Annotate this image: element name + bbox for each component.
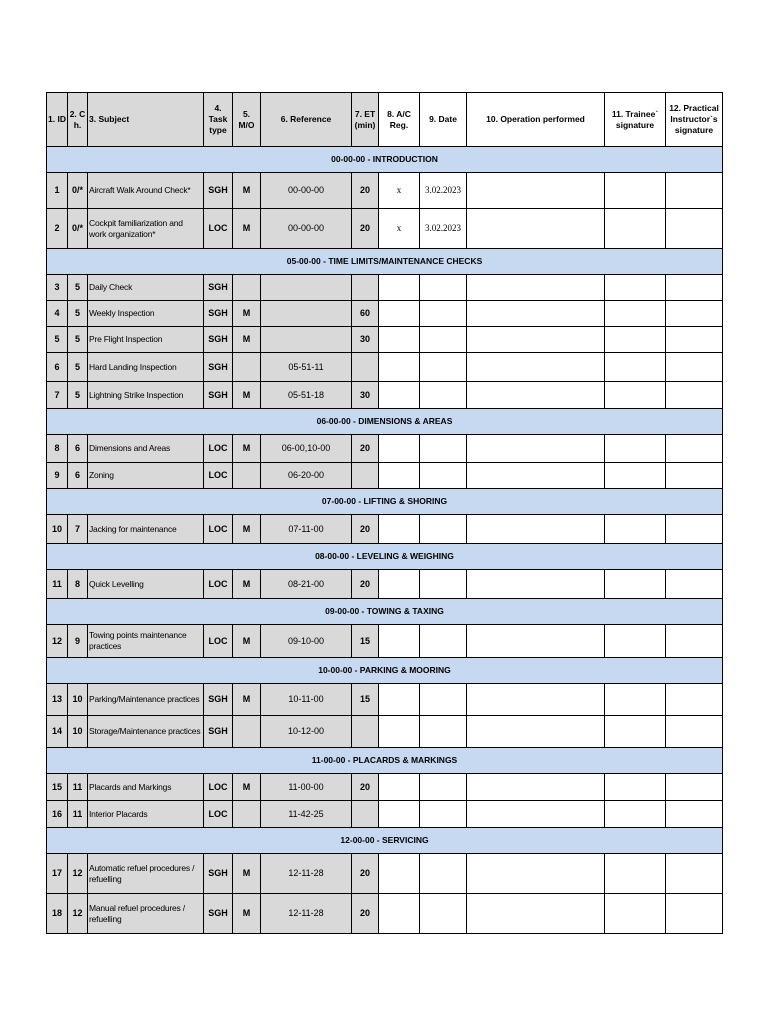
task-date — [420, 801, 467, 828]
task-trainee-signature[interactable] — [605, 209, 666, 249]
task-reference: 00-00-00 — [261, 173, 352, 209]
task-date — [420, 275, 467, 301]
task-trainee-signature[interactable] — [605, 353, 666, 382]
task-id: 16 — [47, 801, 68, 828]
task-mo: M — [233, 854, 261, 894]
table-row — [47, 209, 723, 249]
task-date — [420, 515, 467, 544]
section-header — [47, 489, 723, 515]
task-id: 10 — [47, 515, 68, 544]
task-type: LOC — [204, 801, 233, 828]
task-ac-reg — [379, 716, 420, 748]
task-date — [420, 353, 467, 382]
task-et: 15 — [352, 684, 379, 716]
task-ac-reg — [379, 301, 420, 327]
task-ac-reg — [379, 684, 420, 716]
table-row — [47, 625, 723, 658]
task-chapter: 5 — [68, 327, 88, 353]
task-operation[interactable] — [467, 716, 605, 748]
task-date — [420, 854, 467, 894]
task-subject: Automatic refuel procedures / refuelling — [88, 854, 204, 894]
header-reference: 6. Reference — [261, 93, 352, 147]
task-id: 3 — [47, 275, 68, 301]
task-mo: M — [233, 209, 261, 249]
task-instructor-signature[interactable] — [666, 894, 723, 934]
task-id: 4 — [47, 301, 68, 327]
task-subject: Dimensions and Areas — [88, 435, 204, 463]
task-instructor-signature[interactable] — [666, 327, 723, 353]
task-ac-reg: x — [379, 209, 420, 249]
task-trainee-signature[interactable] — [605, 327, 666, 353]
task-id: 8 — [47, 435, 68, 463]
task-et: 20 — [352, 209, 379, 249]
task-id: 17 — [47, 854, 68, 894]
task-id: 11 — [47, 570, 68, 599]
task-mo: M — [233, 515, 261, 544]
task-reference: 08-21-00 — [261, 570, 352, 599]
task-instructor-signature[interactable] — [666, 435, 723, 463]
task-subject: Hard Landing Inspection — [88, 353, 204, 382]
section-header — [47, 409, 723, 435]
task-instructor-signature[interactable] — [666, 716, 723, 748]
task-type: SGH — [204, 684, 233, 716]
table-row — [47, 382, 723, 409]
task-chapter: 9 — [68, 625, 88, 658]
table-row — [47, 684, 723, 716]
task-id: 14 — [47, 716, 68, 748]
task-instructor-signature[interactable] — [666, 625, 723, 658]
header-ac-reg: 8. A/C Reg. — [379, 93, 420, 147]
task-subject: Aircraft Walk Around Check* — [88, 173, 204, 209]
task-mo — [233, 801, 261, 828]
task-date: 3.02.2023 — [420, 173, 467, 209]
task-ac-reg — [379, 515, 420, 544]
section-header — [47, 748, 723, 774]
task-date — [420, 301, 467, 327]
task-mo: M — [233, 894, 261, 934]
header-task-type: 4. Task type — [204, 93, 233, 147]
task-type: SGH — [204, 894, 233, 934]
task-reference: 05-51-18 — [261, 382, 352, 409]
task-instructor-signature[interactable] — [666, 353, 723, 382]
task-operation[interactable] — [467, 353, 605, 382]
task-reference: 12-11-28 — [261, 894, 352, 934]
task-et — [352, 463, 379, 489]
task-mo — [233, 716, 261, 748]
task-mo — [233, 353, 261, 382]
task-type: SGH — [204, 327, 233, 353]
task-et: 20 — [352, 515, 379, 544]
task-et — [352, 275, 379, 301]
task-instructor-signature[interactable] — [666, 209, 723, 249]
task-et: 60 — [352, 301, 379, 327]
section-header — [47, 147, 723, 173]
task-ac-reg — [379, 894, 420, 934]
task-operation[interactable] — [467, 301, 605, 327]
task-id: 12 — [47, 625, 68, 658]
task-trainee-signature[interactable] — [605, 515, 666, 544]
section-title: 10-00-00 - PARKING & MOORING — [47, 658, 723, 684]
task-mo: M — [233, 382, 261, 409]
header-trainee-signature: 11. Trainee` signature — [605, 93, 666, 147]
task-trainee-signature[interactable] — [605, 570, 666, 599]
task-type: SGH — [204, 353, 233, 382]
task-date — [420, 716, 467, 748]
header-chapter: 2. C h. — [68, 93, 88, 147]
task-trainee-signature[interactable] — [605, 774, 666, 801]
task-date — [420, 625, 467, 658]
task-id: 2 — [47, 209, 68, 249]
task-type: SGH — [204, 854, 233, 894]
section-header — [47, 599, 723, 625]
task-chapter: 6 — [68, 463, 88, 489]
task-reference: 07-11-00 — [261, 515, 352, 544]
section-header — [47, 249, 723, 275]
task-mo: M — [233, 774, 261, 801]
task-chapter: 12 — [68, 854, 88, 894]
task-mo: M — [233, 684, 261, 716]
table-row — [47, 173, 723, 209]
task-instructor-signature[interactable] — [666, 801, 723, 828]
task-id: 7 — [47, 382, 68, 409]
task-subject: Interior Placards — [88, 801, 204, 828]
task-chapter: 10 — [68, 684, 88, 716]
table-row — [47, 894, 723, 934]
task-chapter: 5 — [68, 301, 88, 327]
header-mo: 5. M/O — [233, 93, 261, 147]
task-mo: M — [233, 435, 261, 463]
task-instructor-signature[interactable] — [666, 382, 723, 409]
task-trainee-signature[interactable] — [605, 275, 666, 301]
section-title: 08-00-00 - LEVELING & WEIGHING — [47, 544, 723, 570]
task-ac-reg — [379, 625, 420, 658]
task-mo — [233, 463, 261, 489]
task-chapter: 5 — [68, 353, 88, 382]
task-type: LOC — [204, 209, 233, 249]
task-chapter: 10 — [68, 716, 88, 748]
task-chapter: 12 — [68, 894, 88, 934]
task-type: LOC — [204, 515, 233, 544]
task-date — [420, 684, 467, 716]
task-trainee-signature[interactable] — [605, 463, 666, 489]
task-subject: Storage/Maintenance practices — [88, 716, 204, 748]
task-ac-reg — [379, 382, 420, 409]
task-mo: M — [233, 301, 261, 327]
task-subject: Parking/Maintenance practices — [88, 684, 204, 716]
table-row — [47, 570, 723, 599]
section-header — [47, 828, 723, 854]
task-type: LOC — [204, 625, 233, 658]
task-trainee-signature[interactable] — [605, 894, 666, 934]
task-operation[interactable] — [467, 515, 605, 544]
task-reference: 11-00-00 — [261, 774, 352, 801]
task-operation[interactable] — [467, 173, 605, 209]
task-date — [420, 570, 467, 599]
task-id: 18 — [47, 894, 68, 934]
task-chapter: 6 — [68, 435, 88, 463]
table-row — [47, 515, 723, 544]
task-type: LOC — [204, 570, 233, 599]
section-title: 05-00-00 - TIME LIMITS/MAINTENANCE CHECKS — [47, 249, 723, 275]
section-header — [47, 544, 723, 570]
task-trainee-signature[interactable] — [605, 716, 666, 748]
task-ac-reg — [379, 327, 420, 353]
table-body — [47, 147, 723, 934]
table-row — [47, 353, 723, 382]
section-title: 09-00-00 - TOWING & TAXING — [47, 599, 723, 625]
task-id: 1 — [47, 173, 68, 209]
task-mo: M — [233, 173, 261, 209]
task-subject: Daily Check — [88, 275, 204, 301]
task-trainee-signature[interactable] — [605, 625, 666, 658]
task-id: 6 — [47, 353, 68, 382]
task-operation[interactable] — [467, 854, 605, 894]
task-type: SGH — [204, 716, 233, 748]
task-subject: Jacking for maintenance — [88, 515, 204, 544]
task-instructor-signature[interactable] — [666, 301, 723, 327]
task-et: 15 — [352, 625, 379, 658]
task-date — [420, 463, 467, 489]
task-operation[interactable] — [467, 570, 605, 599]
task-chapter: 5 — [68, 382, 88, 409]
task-subject: Quick Levelling — [88, 570, 204, 599]
task-chapter: 11 — [68, 801, 88, 828]
task-mo: M — [233, 625, 261, 658]
task-ac-reg — [379, 435, 420, 463]
task-reference: 00-00-00 — [261, 209, 352, 249]
task-operation[interactable] — [467, 327, 605, 353]
header-id: 1. ID — [47, 93, 68, 147]
task-reference: 10-12-00 — [261, 716, 352, 748]
table-row — [47, 275, 723, 301]
task-type: LOC — [204, 463, 233, 489]
task-id: 15 — [47, 774, 68, 801]
task-trainee-signature[interactable] — [605, 173, 666, 209]
table-row — [47, 301, 723, 327]
task-reference: 11-42-25 — [261, 801, 352, 828]
task-reference: 10-11-00 — [261, 684, 352, 716]
task-mo: M — [233, 570, 261, 599]
task-operation[interactable] — [467, 382, 605, 409]
task-operation[interactable] — [467, 894, 605, 934]
task-date — [420, 327, 467, 353]
task-subject: Pre Flight Inspection — [88, 327, 204, 353]
table-row — [47, 774, 723, 801]
task-type: SGH — [204, 275, 233, 301]
section-title: 12-00-00 - SERVICING — [47, 828, 723, 854]
task-id: 5 — [47, 327, 68, 353]
task-ac-reg — [379, 463, 420, 489]
task-et: 20 — [352, 435, 379, 463]
table-row — [47, 435, 723, 463]
task-mo — [233, 275, 261, 301]
task-ac-reg — [379, 570, 420, 599]
task-date: 3.02.2023 — [420, 209, 467, 249]
task-reference: 09-10-00 — [261, 625, 352, 658]
task-type: SGH — [204, 382, 233, 409]
task-instructor-signature[interactable] — [666, 173, 723, 209]
task-trainee-signature[interactable] — [605, 684, 666, 716]
task-type: LOC — [204, 774, 233, 801]
task-trainee-signature[interactable] — [605, 301, 666, 327]
task-operation[interactable] — [467, 463, 605, 489]
task-chapter: 5 — [68, 275, 88, 301]
task-ac-reg — [379, 353, 420, 382]
task-chapter: 0/* — [68, 173, 88, 209]
table-row — [47, 801, 723, 828]
section-title: 00-00-00 - INTRODUCTION — [47, 147, 723, 173]
header-date: 9. Date — [420, 93, 467, 147]
task-id: 13 — [47, 684, 68, 716]
header-et: 7. ET (min) — [352, 93, 379, 147]
table-row — [47, 854, 723, 894]
task-instructor-signature[interactable] — [666, 275, 723, 301]
task-subject: Towing points maintenance practices — [88, 625, 204, 658]
task-instructor-signature[interactable] — [666, 570, 723, 599]
task-type: SGH — [204, 173, 233, 209]
task-instructor-signature[interactable] — [666, 463, 723, 489]
header-subject: 3. Subject — [88, 93, 204, 147]
task-et: 20 — [352, 854, 379, 894]
task-trainee-signature[interactable] — [605, 435, 666, 463]
table-row — [47, 716, 723, 748]
task-chapter: 7 — [68, 515, 88, 544]
section-title: 06-00-00 - DIMENSIONS & AREAS — [47, 409, 723, 435]
task-reference: 12-11-28 — [261, 854, 352, 894]
task-et: 20 — [352, 774, 379, 801]
task-subject: Lightning Strike Inspection — [88, 382, 204, 409]
task-operation[interactable] — [467, 625, 605, 658]
task-reference — [261, 301, 352, 327]
task-et: 20 — [352, 173, 379, 209]
task-operation[interactable] — [467, 774, 605, 801]
task-reference — [261, 327, 352, 353]
task-subject: Weekly Inspection — [88, 301, 204, 327]
section-title: 07-00-00 - LIFTING & SHORING — [47, 489, 723, 515]
task-type: LOC — [204, 435, 233, 463]
task-et: 20 — [352, 570, 379, 599]
task-id: 9 — [47, 463, 68, 489]
task-instructor-signature[interactable] — [666, 684, 723, 716]
task-ac-reg — [379, 275, 420, 301]
header-operation: 10. Operation performed — [467, 93, 605, 147]
task-et: 20 — [352, 894, 379, 934]
section-header — [47, 658, 723, 684]
task-reference: 06-20-00 — [261, 463, 352, 489]
task-mo: M — [233, 327, 261, 353]
task-subject: Manual refuel procedures / refuelling — [88, 894, 204, 934]
task-instructor-signature[interactable] — [666, 854, 723, 894]
task-operation[interactable] — [467, 801, 605, 828]
task-et: 30 — [352, 327, 379, 353]
task-operation[interactable] — [467, 275, 605, 301]
task-date — [420, 435, 467, 463]
task-instructor-signature[interactable] — [666, 774, 723, 801]
task-trainee-signature[interactable] — [605, 382, 666, 409]
section-title: 11-00-00 - PLACARDS & MARKINGS — [47, 748, 723, 774]
task-chapter: 8 — [68, 570, 88, 599]
task-ac-reg: x — [379, 173, 420, 209]
task-operation[interactable] — [467, 684, 605, 716]
training-task-table — [46, 92, 723, 934]
task-reference — [261, 275, 352, 301]
task-type: SGH — [204, 301, 233, 327]
table-row — [47, 327, 723, 353]
task-operation[interactable] — [467, 209, 605, 249]
task-chapter: 11 — [68, 774, 88, 801]
task-instructor-signature[interactable] — [666, 515, 723, 544]
task-operation[interactable] — [467, 435, 605, 463]
task-subject: Placards and Markings — [88, 774, 204, 801]
header-instructor-signature: 12. Practical Instructor`s signature — [666, 93, 723, 147]
task-ac-reg — [379, 854, 420, 894]
task-date — [420, 774, 467, 801]
task-trainee-signature[interactable] — [605, 854, 666, 894]
task-trainee-signature[interactable] — [605, 801, 666, 828]
task-date — [420, 894, 467, 934]
task-date — [420, 382, 467, 409]
task-subject: Cockpit familiarization and work organization* — [88, 209, 204, 249]
task-reference: 06-00,10-00 — [261, 435, 352, 463]
task-et: 30 — [352, 382, 379, 409]
task-et — [352, 353, 379, 382]
task-ac-reg — [379, 774, 420, 801]
task-subject: Zoning — [88, 463, 204, 489]
header-row — [47, 93, 723, 147]
table-row — [47, 463, 723, 489]
task-et — [352, 716, 379, 748]
task-reference: 05-51-11 — [261, 353, 352, 382]
task-ac-reg — [379, 801, 420, 828]
task-et — [352, 801, 379, 828]
task-chapter: 0/* — [68, 209, 88, 249]
